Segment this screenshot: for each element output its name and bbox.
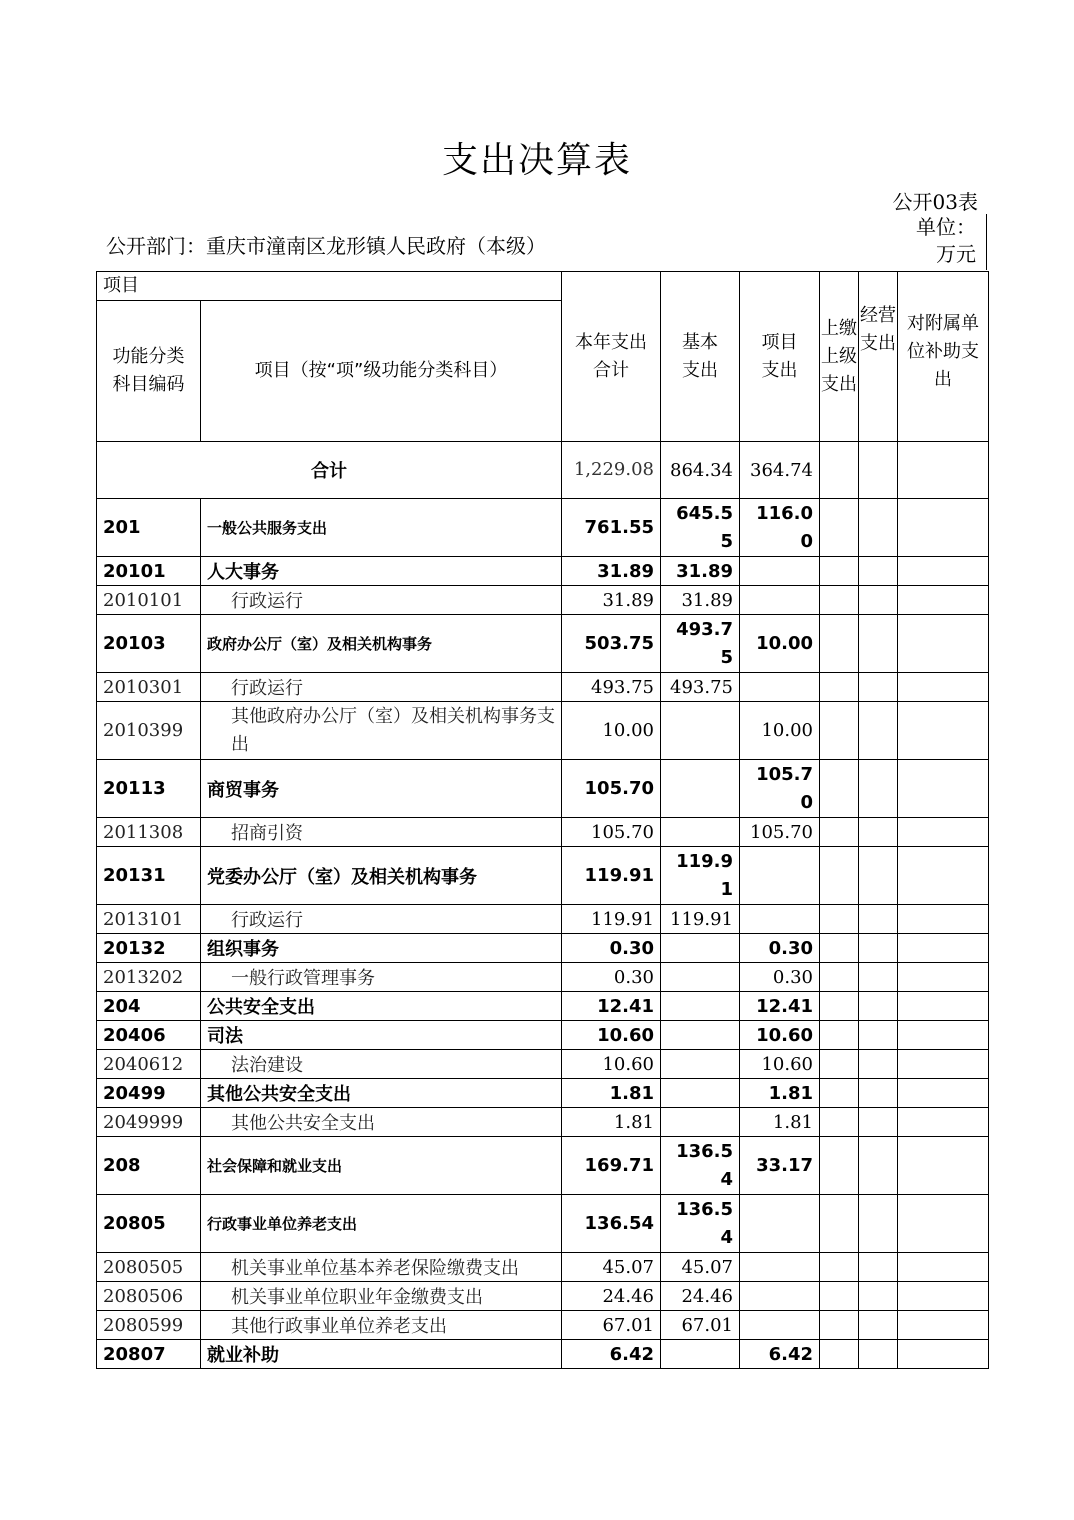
row-upper <box>820 499 859 557</box>
row-upper <box>820 615 859 673</box>
row-basic <box>661 963 740 992</box>
header-name: 项目（按“项”级功能分类科目） <box>201 301 562 442</box>
row-code: 201 <box>97 499 201 557</box>
row-basic: 119.91 <box>661 905 740 934</box>
row-code: 20103 <box>97 615 201 673</box>
row-code: 20807 <box>97 1340 201 1369</box>
row-subsidy <box>898 1050 989 1079</box>
row-name: 就业补助 <box>201 1340 562 1369</box>
row-name: 政府办公厅（室）及相关机构事务 <box>201 615 562 673</box>
table-row <box>97 934 989 963</box>
row-project: 10.60 <box>740 1050 820 1079</box>
row-business <box>859 1137 898 1195</box>
table-row <box>97 1282 989 1311</box>
row-upper <box>820 1340 859 1369</box>
row-basic <box>661 1079 740 1108</box>
table-row <box>97 1340 989 1369</box>
row-total: 6.42 <box>562 1340 661 1369</box>
form-number: 公开03表 <box>892 190 978 214</box>
row-basic <box>661 992 740 1021</box>
row-name: 法治建设 <box>201 1050 562 1079</box>
table-row <box>97 1253 989 1282</box>
row-project <box>740 847 820 905</box>
row-business <box>859 557 898 586</box>
row-upper <box>820 1282 859 1311</box>
row-name: 一般行政管理事务 <box>201 963 562 992</box>
unit-value: 万元 <box>936 242 976 266</box>
total-project: 364.74 <box>740 442 820 499</box>
row-name: 一般公共服务支出 <box>201 499 562 557</box>
row-project: 116.00 <box>740 499 820 557</box>
row-business <box>859 1311 898 1340</box>
row-upper <box>820 1079 859 1108</box>
row-name: 行政运行 <box>201 586 562 615</box>
row-code: 2013101 <box>97 905 201 934</box>
row-basic <box>661 702 740 760</box>
row-subsidy <box>898 557 989 586</box>
row-subsidy <box>898 905 989 934</box>
row-basic: 493.75 <box>661 673 740 702</box>
row-subsidy <box>898 818 989 847</box>
row-upper <box>820 992 859 1021</box>
row-name: 公共安全支出 <box>201 992 562 1021</box>
row-subsidy <box>898 1137 989 1195</box>
row-upper <box>820 905 859 934</box>
row-total: 105.70 <box>562 818 661 847</box>
row-basic <box>661 1021 740 1050</box>
row-name: 其他公共安全支出 <box>201 1079 562 1108</box>
table-row <box>97 615 989 673</box>
table-row <box>97 673 989 702</box>
row-total: 1.81 <box>562 1108 661 1137</box>
row-business <box>859 934 898 963</box>
row-total: 0.30 <box>562 963 661 992</box>
header-code: 功能分类科目编码 <box>97 301 201 442</box>
row-business <box>859 760 898 818</box>
row-code: 20132 <box>97 934 201 963</box>
total-subsidy <box>898 442 989 499</box>
row-project: 10.60 <box>740 1021 820 1050</box>
row-project: 12.41 <box>740 992 820 1021</box>
row-name: 行政运行 <box>201 673 562 702</box>
row-name: 其他行政事业单位养老支出 <box>201 1311 562 1340</box>
row-project <box>740 586 820 615</box>
table-row <box>97 992 989 1021</box>
row-upper <box>820 847 859 905</box>
row-business <box>859 847 898 905</box>
table-row <box>97 586 989 615</box>
row-project: 105.70 <box>740 760 820 818</box>
row-subsidy <box>898 673 989 702</box>
table-row <box>97 557 989 586</box>
row-code: 20101 <box>97 557 201 586</box>
row-code: 2080505 <box>97 1253 201 1282</box>
row-basic: 136.54 <box>661 1137 740 1195</box>
row-name: 行政运行 <box>201 905 562 934</box>
row-project: 1.81 <box>740 1108 820 1137</box>
row-total: 10.60 <box>562 1021 661 1050</box>
row-upper <box>820 963 859 992</box>
row-project: 105.70 <box>740 818 820 847</box>
page-title: 支出决算表 <box>441 140 632 181</box>
table-row <box>97 760 989 818</box>
row-project <box>740 1311 820 1340</box>
row-subsidy <box>898 760 989 818</box>
row-name: 机关事业单位基本养老保险缴费支出 <box>201 1253 562 1282</box>
row-business <box>859 992 898 1021</box>
row-basic: 24.46 <box>661 1282 740 1311</box>
row-basic <box>661 934 740 963</box>
row-total: 31.89 <box>562 586 661 615</box>
row-name: 商贸事务 <box>201 760 562 818</box>
row-project <box>740 905 820 934</box>
row-business <box>859 1108 898 1137</box>
row-business <box>859 1195 898 1253</box>
row-total: 119.91 <box>562 905 661 934</box>
row-total: 10.60 <box>562 1050 661 1079</box>
row-project: 6.42 <box>740 1340 820 1369</box>
row-total: 1.81 <box>562 1079 661 1108</box>
row-total: 24.46 <box>562 1282 661 1311</box>
row-code: 2080506 <box>97 1282 201 1311</box>
row-basic <box>661 818 740 847</box>
row-name: 党委办公厅（室）及相关机构事务 <box>201 847 562 905</box>
row-project: 0.30 <box>740 934 820 963</box>
total-business <box>859 442 898 499</box>
row-basic: 45.07 <box>661 1253 740 1282</box>
row-code: 2040612 <box>97 1050 201 1079</box>
table-row <box>97 818 989 847</box>
row-upper <box>820 1137 859 1195</box>
row-subsidy <box>898 1108 989 1137</box>
row-upper <box>820 1108 859 1137</box>
header-project: 项目支出 <box>740 272 820 442</box>
row-project: 1.81 <box>740 1079 820 1108</box>
row-business <box>859 905 898 934</box>
row-upper <box>820 760 859 818</box>
table-row <box>97 499 989 557</box>
row-project <box>740 1195 820 1253</box>
row-basic <box>661 760 740 818</box>
table-row <box>97 847 989 905</box>
total-basic: 864.34 <box>661 442 740 499</box>
unit-label <box>880 214 987 270</box>
row-upper <box>820 1050 859 1079</box>
row-project <box>740 1253 820 1282</box>
row-basic: 31.89 <box>661 586 740 615</box>
row-business <box>859 673 898 702</box>
row-business <box>859 963 898 992</box>
row-upper <box>820 1021 859 1050</box>
row-basic: 645.55 <box>661 499 740 557</box>
row-total: 67.01 <box>562 1311 661 1340</box>
row-subsidy <box>898 586 989 615</box>
row-basic <box>661 1108 740 1137</box>
row-basic: 493.75 <box>661 615 740 673</box>
row-upper <box>820 673 859 702</box>
row-code: 20805 <box>97 1195 201 1253</box>
row-code: 20131 <box>97 847 201 905</box>
header-subsidy: 对附属单位补助支出 <box>898 272 989 442</box>
table-row <box>97 1079 989 1108</box>
table-row <box>97 1137 989 1195</box>
row-code: 2049999 <box>97 1108 201 1137</box>
row-business <box>859 1282 898 1311</box>
table-row <box>97 1021 989 1050</box>
row-subsidy <box>898 934 989 963</box>
row-name: 行政事业单位养老支出 <box>201 1195 562 1253</box>
header-total: 本年支出合计 <box>562 272 661 442</box>
row-code: 2010301 <box>97 673 201 702</box>
row-code: 204 <box>97 992 201 1021</box>
row-code: 20113 <box>97 760 201 818</box>
department-label: 公开部门：重庆市潼南区龙形镇人民政府（本级） <box>106 234 546 258</box>
table-row <box>97 905 989 934</box>
row-subsidy <box>898 963 989 992</box>
header-upper: 上缴上级支出 <box>820 272 859 442</box>
row-subsidy <box>898 992 989 1021</box>
expenditure-table <box>96 271 989 1369</box>
row-project <box>740 1282 820 1311</box>
row-upper <box>820 586 859 615</box>
row-subsidy <box>898 1340 989 1369</box>
row-upper <box>820 934 859 963</box>
header-item: 项目 <box>97 272 562 301</box>
row-business <box>859 1253 898 1282</box>
row-business <box>859 1050 898 1079</box>
total-value: 1,229.08 <box>562 442 661 499</box>
row-total: 761.55 <box>562 499 661 557</box>
row-total: 169.71 <box>562 1137 661 1195</box>
row-subsidy <box>898 1311 989 1340</box>
total-label: 合计 <box>97 442 562 499</box>
total-row <box>97 442 989 499</box>
table-row <box>97 1050 989 1079</box>
row-project: 0.30 <box>740 963 820 992</box>
row-basic: 119.91 <box>661 847 740 905</box>
row-name: 司法 <box>201 1021 562 1050</box>
row-total: 503.75 <box>562 615 661 673</box>
row-code: 208 <box>97 1137 201 1195</box>
row-upper <box>820 1195 859 1253</box>
row-basic <box>661 1050 740 1079</box>
row-business <box>859 499 898 557</box>
table-row <box>97 702 989 760</box>
row-subsidy <box>898 847 989 905</box>
row-subsidy <box>898 499 989 557</box>
row-subsidy <box>898 702 989 760</box>
row-code: 2080599 <box>97 1311 201 1340</box>
row-upper <box>820 818 859 847</box>
row-subsidy <box>898 1282 989 1311</box>
row-total: 493.75 <box>562 673 661 702</box>
row-total: 31.89 <box>562 557 661 586</box>
row-total: 0.30 <box>562 934 661 963</box>
row-project: 33.17 <box>740 1137 820 1195</box>
table-row <box>97 1311 989 1340</box>
table-row <box>97 1108 989 1137</box>
header-business: 经营支出 <box>859 272 898 442</box>
row-business <box>859 1340 898 1369</box>
row-code: 20499 <box>97 1079 201 1108</box>
row-name: 其他公共安全支出 <box>201 1108 562 1137</box>
row-project <box>740 557 820 586</box>
row-name: 人大事务 <box>201 557 562 586</box>
row-basic: 67.01 <box>661 1311 740 1340</box>
row-business <box>859 586 898 615</box>
row-basic: 136.54 <box>661 1195 740 1253</box>
row-project <box>740 673 820 702</box>
row-total: 10.00 <box>562 702 661 760</box>
row-project: 10.00 <box>740 702 820 760</box>
row-code: 2013202 <box>97 963 201 992</box>
table-row <box>97 1195 989 1253</box>
row-business <box>859 702 898 760</box>
table-row <box>97 963 989 992</box>
row-total: 45.07 <box>562 1253 661 1282</box>
row-basic: 31.89 <box>661 557 740 586</box>
row-code: 20406 <box>97 1021 201 1050</box>
row-business <box>859 615 898 673</box>
row-code: 2010399 <box>97 702 201 760</box>
total-upper <box>820 442 859 499</box>
row-name: 机关事业单位职业年金缴费支出 <box>201 1282 562 1311</box>
row-subsidy <box>898 1195 989 1253</box>
row-subsidy <box>898 1021 989 1050</box>
row-upper <box>820 702 859 760</box>
row-subsidy <box>898 1079 989 1108</box>
row-subsidy <box>898 1253 989 1282</box>
row-business <box>859 818 898 847</box>
row-project: 10.00 <box>740 615 820 673</box>
row-code: 2010101 <box>97 586 201 615</box>
row-total: 105.70 <box>562 760 661 818</box>
header-basic: 基本支出 <box>661 272 740 442</box>
row-business <box>859 1079 898 1108</box>
row-name: 组织事务 <box>201 934 562 963</box>
row-upper <box>820 1311 859 1340</box>
row-upper <box>820 557 859 586</box>
row-name: 其他政府办公厅（室）及相关机构事务支出 <box>201 702 562 760</box>
row-name: 招商引资 <box>201 818 562 847</box>
row-business <box>859 1021 898 1050</box>
row-total: 119.91 <box>562 847 661 905</box>
row-total: 136.54 <box>562 1195 661 1253</box>
row-subsidy <box>898 615 989 673</box>
row-upper <box>820 1253 859 1282</box>
row-total: 12.41 <box>562 992 661 1021</box>
unit-prefix: 单位： <box>916 215 976 239</box>
row-name: 社会保障和就业支出 <box>201 1137 562 1195</box>
row-code: 2011308 <box>97 818 201 847</box>
row-basic <box>661 1340 740 1369</box>
